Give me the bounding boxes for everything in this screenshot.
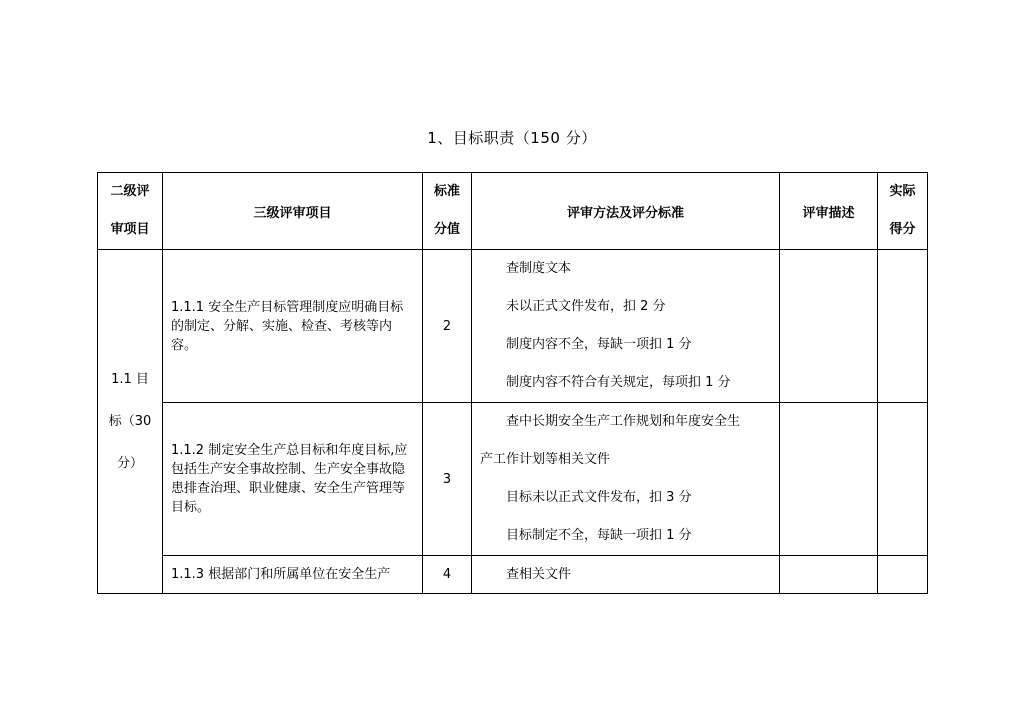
page-title: 1、目标职责（150 分）: [427, 129, 597, 147]
header-level2-item: [98, 173, 163, 250]
score-cell: 3: [423, 403, 472, 556]
method-cell: [472, 250, 780, 403]
level2-line3: 分）: [116, 455, 143, 471]
evaluation-table: [97, 172, 928, 594]
score-cell: 2: [423, 250, 472, 403]
method-cell: [472, 556, 780, 594]
level2-item-cell: [98, 250, 163, 594]
description-cell[interactable]: [780, 250, 878, 403]
table-row: [98, 556, 928, 594]
header-method: 评审方法及评分标准: [472, 173, 780, 250]
level3-item-cell: 1.1.1 安全生产目标管理制度应明确目标的制定、分解、实施、检查、考核等内容。: [163, 250, 423, 403]
method-line: 制度内容不符合有关规定，每项扣 1 分: [506, 375, 731, 390]
header-level2-line1: 二级评: [110, 184, 150, 199]
method-line: 查中长期安全生产工作规划和年度安全生: [506, 414, 741, 429]
method-line: 查制度文本: [506, 261, 572, 276]
actual-score-cell[interactable]: [878, 556, 928, 594]
level3-item-cell: 1.1.3 根据部门和所属单位在安全生产: [163, 556, 423, 594]
header-actual-line2: 得分: [889, 222, 916, 237]
header-score-line1: 标准: [433, 184, 460, 199]
method-line: 产工作计划等相关文件: [480, 452, 611, 467]
table-row: [98, 250, 928, 403]
header-actual-line1: 实际: [889, 184, 916, 199]
header-row: [98, 173, 928, 250]
header-standard-score: [423, 173, 472, 250]
header-score-line2: 分值: [433, 222, 460, 237]
header-level3-item: 三级评审项目: [163, 173, 423, 250]
method-cell: [472, 403, 780, 556]
method-line: 制度内容不全，每缺一项扣 1 分: [506, 337, 692, 352]
level3-item-cell: 1.1.2 制定安全生产总目标和年度目标,应包括生产安全事故控制、生产安全事故隐患排查治理、职业健康、安全生产管理等目标。: [163, 403, 423, 556]
method-line: 目标未以正式文件发布，扣 3 分: [506, 490, 692, 505]
actual-score-cell[interactable]: [878, 403, 928, 556]
header-actual-score: [878, 173, 928, 250]
method-line: 查相关文件: [506, 567, 572, 582]
description-cell[interactable]: [780, 556, 878, 594]
header-level2-line2: 审项目: [110, 222, 150, 237]
actual-score-cell[interactable]: [878, 250, 928, 403]
level2-line1: 1.1 目: [111, 371, 149, 387]
level2-line2: 标（30: [108, 413, 152, 429]
description-cell[interactable]: [780, 403, 878, 556]
score-cell: 4: [423, 556, 472, 594]
header-description: 评审描述: [780, 173, 878, 250]
method-line: 目标制定不全，每缺一项扣 1 分: [506, 528, 692, 543]
method-line: 未以正式文件发布，扣 2 分: [506, 299, 666, 314]
table-row: [98, 403, 928, 556]
